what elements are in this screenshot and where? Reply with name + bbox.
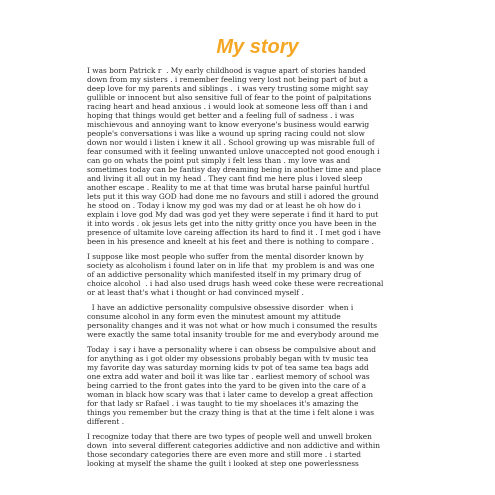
paragraph-line: people's conversations i was like a wound up spring racing could not slow — [87, 129, 365, 138]
paragraph-line: can go on whats the point put simply i felt less than . my love was and — [87, 156, 351, 165]
paragraph-line: of an addictive personality which manifested itself in my primary drug of — [87, 270, 361, 279]
paragraph-line: I recognize today that there are two types of people well and unwell broken — [87, 432, 372, 441]
paragraph-line: different . — [87, 417, 125, 426]
paragraph-line: another escape . Reality to me at that time was brutal harse painful hurtful — [87, 183, 370, 192]
story-paragraph — [87, 303, 427, 339]
paragraph-line: presence of ultamite love careing affection its hard to find it . I met god i have — [87, 228, 381, 237]
paragraph-line: I was born Patrick r . My early childhood is vague apart of stories handed — [87, 66, 366, 75]
page-title: My story — [216, 36, 299, 58]
paragraph-line: explain i love god My dad was god yet they were seperate i find it hard to put — [87, 210, 379, 219]
paragraph-line: racing heart and head anxious . i would look at someone less off than i and — [87, 102, 368, 111]
paragraph-line: lets put it this way GOD had done me no favours and still i adored the ground — [87, 192, 379, 201]
paragraph-line: consume alcohol in any form even the minutest amount my attitude — [87, 312, 341, 321]
paragraph-line: it into words . ok jesus lets get into the nitty gritty once you have been in the — [87, 219, 377, 228]
paragraph-line: down nor would i listen i knew it all . School growing up was misrable full of — [87, 138, 375, 147]
paragraph-line: woman in black how scary was that i later came to develop a great affection — [87, 390, 373, 399]
paragraph-line: Today i say i have a personality where i can obsess be compulsive about and — [87, 345, 376, 354]
paragraph-line: for that lady sr Rafael . i was taught to tie my shoelaces it's amazing the — [87, 399, 359, 408]
paragraph-line: I suppose like most people who suffer from the mental disorder known by — [87, 252, 364, 261]
paragraph-line: one extra add water and boil it was like tar . earliest memory of school was — [87, 372, 370, 381]
paragraph-line: I have an addictive personality compulsive obsessive disorder when i — [87, 303, 354, 312]
paragraph-line: he stood on . Today i know my god was my dad or at least he oh how do i — [87, 201, 361, 210]
paragraph-line: looking at myself the shame the guilt i looked at step one powerlessness — [87, 459, 359, 468]
paragraph-line: for anything as i got older my obsessions probably began with tv music tea — [87, 354, 369, 363]
paragraph-line: were exactly the same total insanity trouble for me and everybody around me — [87, 330, 379, 339]
paragraph-line: deep love for my parents and siblings . i was very trusting some might say — [87, 84, 369, 93]
paragraph-line: sometimes today can be fantisy day dreaming being in another time and place — [87, 165, 381, 174]
paragraph-line: gullible or innocent but also sensitive full of fear to the point of palpitations — [87, 93, 372, 102]
paragraph-line: hoping that things would get better and a feeling full of sadness . i was — [87, 111, 355, 120]
paragraph-line: society as alcoholism i found later on in life that my problem is and was one — [87, 261, 375, 270]
paragraph-line: being carried to the front gates into the yard to be given into the care of a — [87, 381, 366, 390]
paragraph-line: been in his presence and kneelt at his feet and there is nothing to compare . — [87, 237, 374, 246]
paragraph-line: fear consumed with it feeling unwanted unlove unaccepted not good enough i — [87, 147, 380, 156]
story-paragraph — [87, 432, 427, 468]
story-paragraph — [87, 252, 427, 297]
paragraph-line: those secondary categories there are even more and still more . i started — [87, 450, 362, 459]
paragraph-line: choice alcohol . i had also used drugs hash weed coke these were recreational — [87, 279, 384, 288]
story-paragraph — [87, 345, 427, 426]
paragraph-line: personality changes and it was not what or how much i consumed the results — [87, 321, 378, 330]
paragraph-line: things you remember but the crazy thing is that at the time i felt alone i was — [87, 408, 375, 417]
paragraph-line: and living it all out in my head . They cant find me here plus i loved sleep — [87, 174, 363, 183]
paragraph-line: my favorite day was saturday morning kids tv pot of tea same tea bags add — [87, 363, 369, 372]
paragraph-line: or at least that's what i thought or had convinced myself . — [87, 288, 304, 297]
paragraph-line: down from my sisters . i remember feeling very lost not being part of but a — [87, 75, 369, 84]
story-paragraph — [87, 66, 427, 246]
story-body — [87, 66, 427, 468]
paragraph-line: mischievous and annoying want to know everyone's business would earwig — [87, 120, 370, 129]
paragraph-line: down into several different categories addictive and non addictive and within — [87, 441, 380, 450]
